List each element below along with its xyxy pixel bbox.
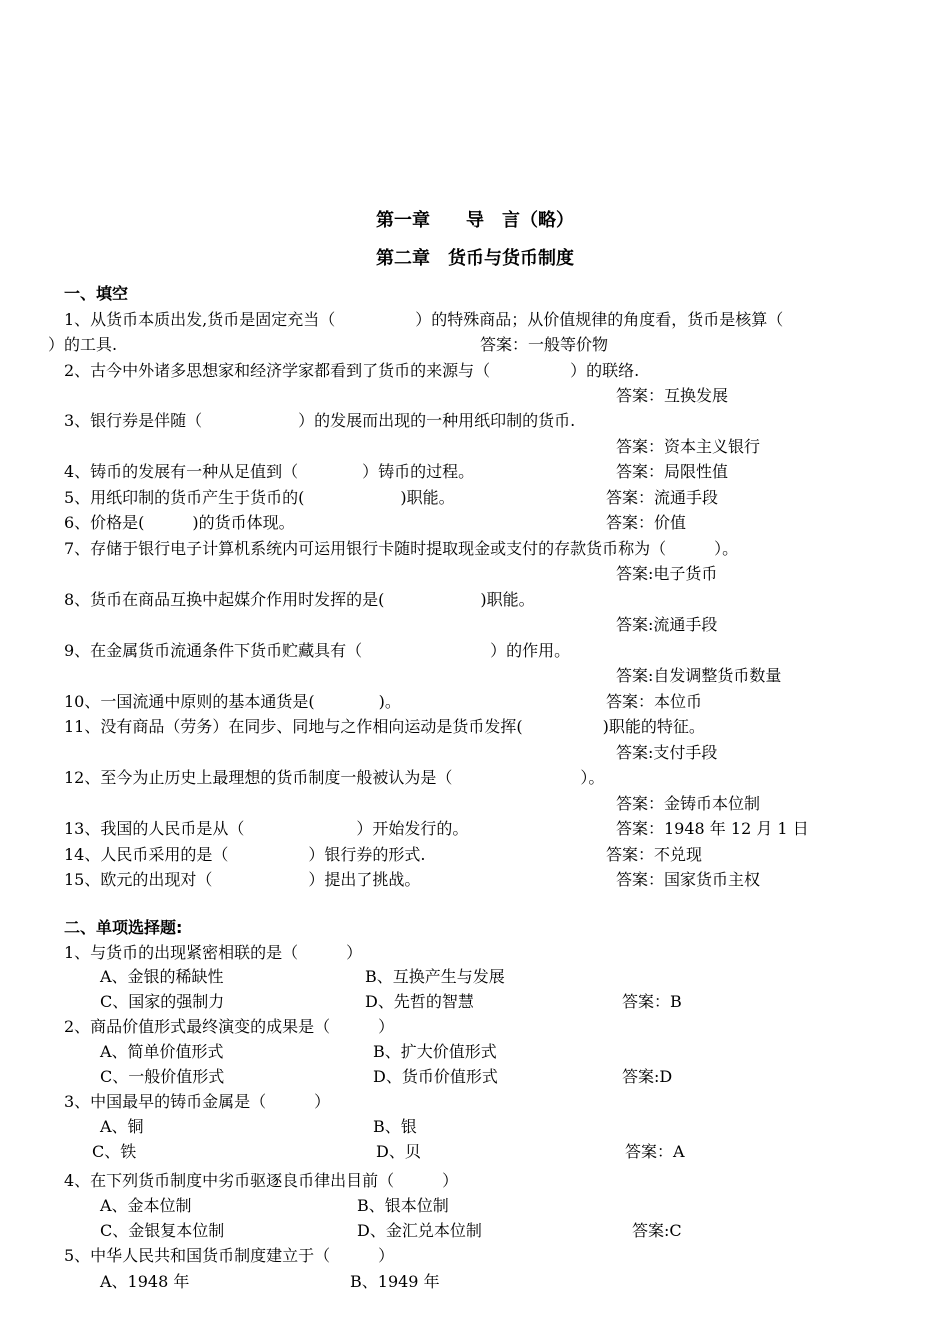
section-fill-heading: 一、填空 — [64, 284, 129, 303]
answer-11: 答案:支付手段 — [616, 743, 718, 762]
mc-2-answer: 答案:D — [622, 1067, 673, 1086]
mc-2-option-c: C、一般价值形式 — [100, 1067, 225, 1086]
mc-3-option-c: C、铁 — [92, 1142, 137, 1161]
answer-9: 答案:自发调整货币数量 — [616, 666, 782, 685]
mc-1-answer: 答案：B — [622, 992, 682, 1011]
mc-5-option-a: A、1948 年 — [100, 1272, 190, 1291]
question-2: 2、古今中外诸多思想家和经济学家都看到了货币的来源与（ ）的联络. — [64, 361, 640, 380]
answer-4: 答案：局限性值 — [616, 462, 729, 481]
mc-4-option-c: C、金银复本位制 — [100, 1221, 225, 1240]
question-3: 3、银行券是伴随（ ）的发展而出现的一种用纸印制的货币. — [64, 411, 576, 430]
chapter-1-title: 第一章 导 言（略） — [376, 210, 574, 231]
question-11: 11、没有商品（劳务）在同步、同地与之作相向运动是货币发挥( )职能的特征。 — [64, 717, 705, 736]
question-10: 10、一国流通中原则的基本通货是( )。 — [64, 692, 401, 711]
mc-5-option-b: B、1949 年 — [350, 1272, 440, 1291]
mc-3-option-a: A、铜 — [100, 1117, 144, 1136]
mc-question-1: 1、与货币的出现紧密相联的是（ ） — [64, 943, 363, 962]
mc-3-answer: 答案：A — [625, 1142, 685, 1161]
mc-question-3: 3、中国最早的铸币金属是（ ） — [64, 1092, 331, 1111]
mc-2-option-a: A、简单价值形式 — [100, 1042, 224, 1061]
mc-1-option-d: D、先哲的智慧 — [365, 992, 474, 1011]
question-7: 7、存储于银行电子计算机系统内可运用银行卡随时提取现金或支付的存款货币称为（ ）。 — [64, 539, 739, 558]
answer-1: 答案：一般等价物 — [480, 335, 609, 354]
mc-2-option-b: B、扩大价值形式 — [373, 1042, 497, 1061]
answer-14: 答案：不兑现 — [606, 845, 703, 864]
question-8: 8、货币在商品互换中起媒介作用时发挥的是( )职能。 — [64, 590, 535, 609]
mc-question-5: 5、中华人民共和国货币制度建立于（ ） — [64, 1246, 395, 1265]
mc-1-option-c: C、国家的强制力 — [100, 992, 225, 1011]
section-mc-heading: 二、单项选择题: — [64, 918, 183, 937]
mc-4-option-b: B、银本位制 — [357, 1196, 449, 1215]
question-1-line-2: ）的工具. — [48, 335, 118, 354]
answer-7: 答案:电子货币 — [616, 564, 718, 583]
answer-13: 答案：1948 年 12 月 1 日 — [616, 819, 809, 838]
answer-5: 答案：流通手段 — [606, 488, 719, 507]
answer-12: 答案：金铸币本位制 — [616, 794, 761, 813]
question-9: 9、在金属货币流通条件下货币贮藏具有（ ）的作用。 — [64, 641, 571, 660]
answer-15: 答案：国家货币主权 — [616, 870, 761, 889]
mc-question-4: 4、在下列货币制度中劣币驱逐良币律出目前（ ） — [64, 1171, 459, 1190]
mc-3-option-d: D、贝 — [376, 1142, 421, 1161]
answer-8: 答案:流通手段 — [616, 615, 718, 634]
mc-4-option-d: D、金汇兑本位制 — [357, 1221, 482, 1240]
question-5: 5、用纸印制的货币产生于货币的( )职能。 — [64, 488, 455, 507]
answer-3: 答案：资本主义银行 — [616, 437, 761, 456]
question-1-line-1: 1、从货币本质出发,货币是固定充当（ ）的特殊商品；从价值规律的角度看，货币是核算（ — [64, 310, 784, 329]
question-14: 14、人民币采用的是（ ）银行券的形式. — [64, 845, 426, 864]
answer-10: 答案：本位币 — [606, 692, 703, 711]
mc-question-2: 2、商品价值形式最终演变的成果是（ ） — [64, 1017, 395, 1036]
mc-4-answer: 答案:C — [632, 1221, 682, 1240]
question-6: 6、价格是( )的货币体现。 — [64, 513, 295, 532]
question-15: 15、欧元的出现对（ ）提出了挑战。 — [64, 870, 421, 889]
answer-2: 答案：互换发展 — [616, 386, 729, 405]
mc-4-option-a: A、金本位制 — [100, 1196, 192, 1215]
mc-2-option-d: D、货币价值形式 — [373, 1067, 498, 1086]
chapter-2-title: 第二章 货币与货币制度 — [376, 248, 574, 269]
mc-1-option-a: A、金银的稀缺性 — [100, 967, 224, 986]
question-4: 4、铸币的发展有一种从足值到（ ）铸币的过程。 — [64, 462, 475, 481]
question-13: 13、我国的人民币是从（ ）开始发行的。 — [64, 819, 469, 838]
mc-1-option-b: B、互换产生与发展 — [365, 967, 505, 986]
question-12: 12、至今为止历史上最理想的货币制度一般被认为是（ ）。 — [64, 768, 605, 787]
mc-3-option-b: B、银 — [373, 1117, 417, 1136]
answer-6: 答案：价值 — [606, 513, 687, 532]
